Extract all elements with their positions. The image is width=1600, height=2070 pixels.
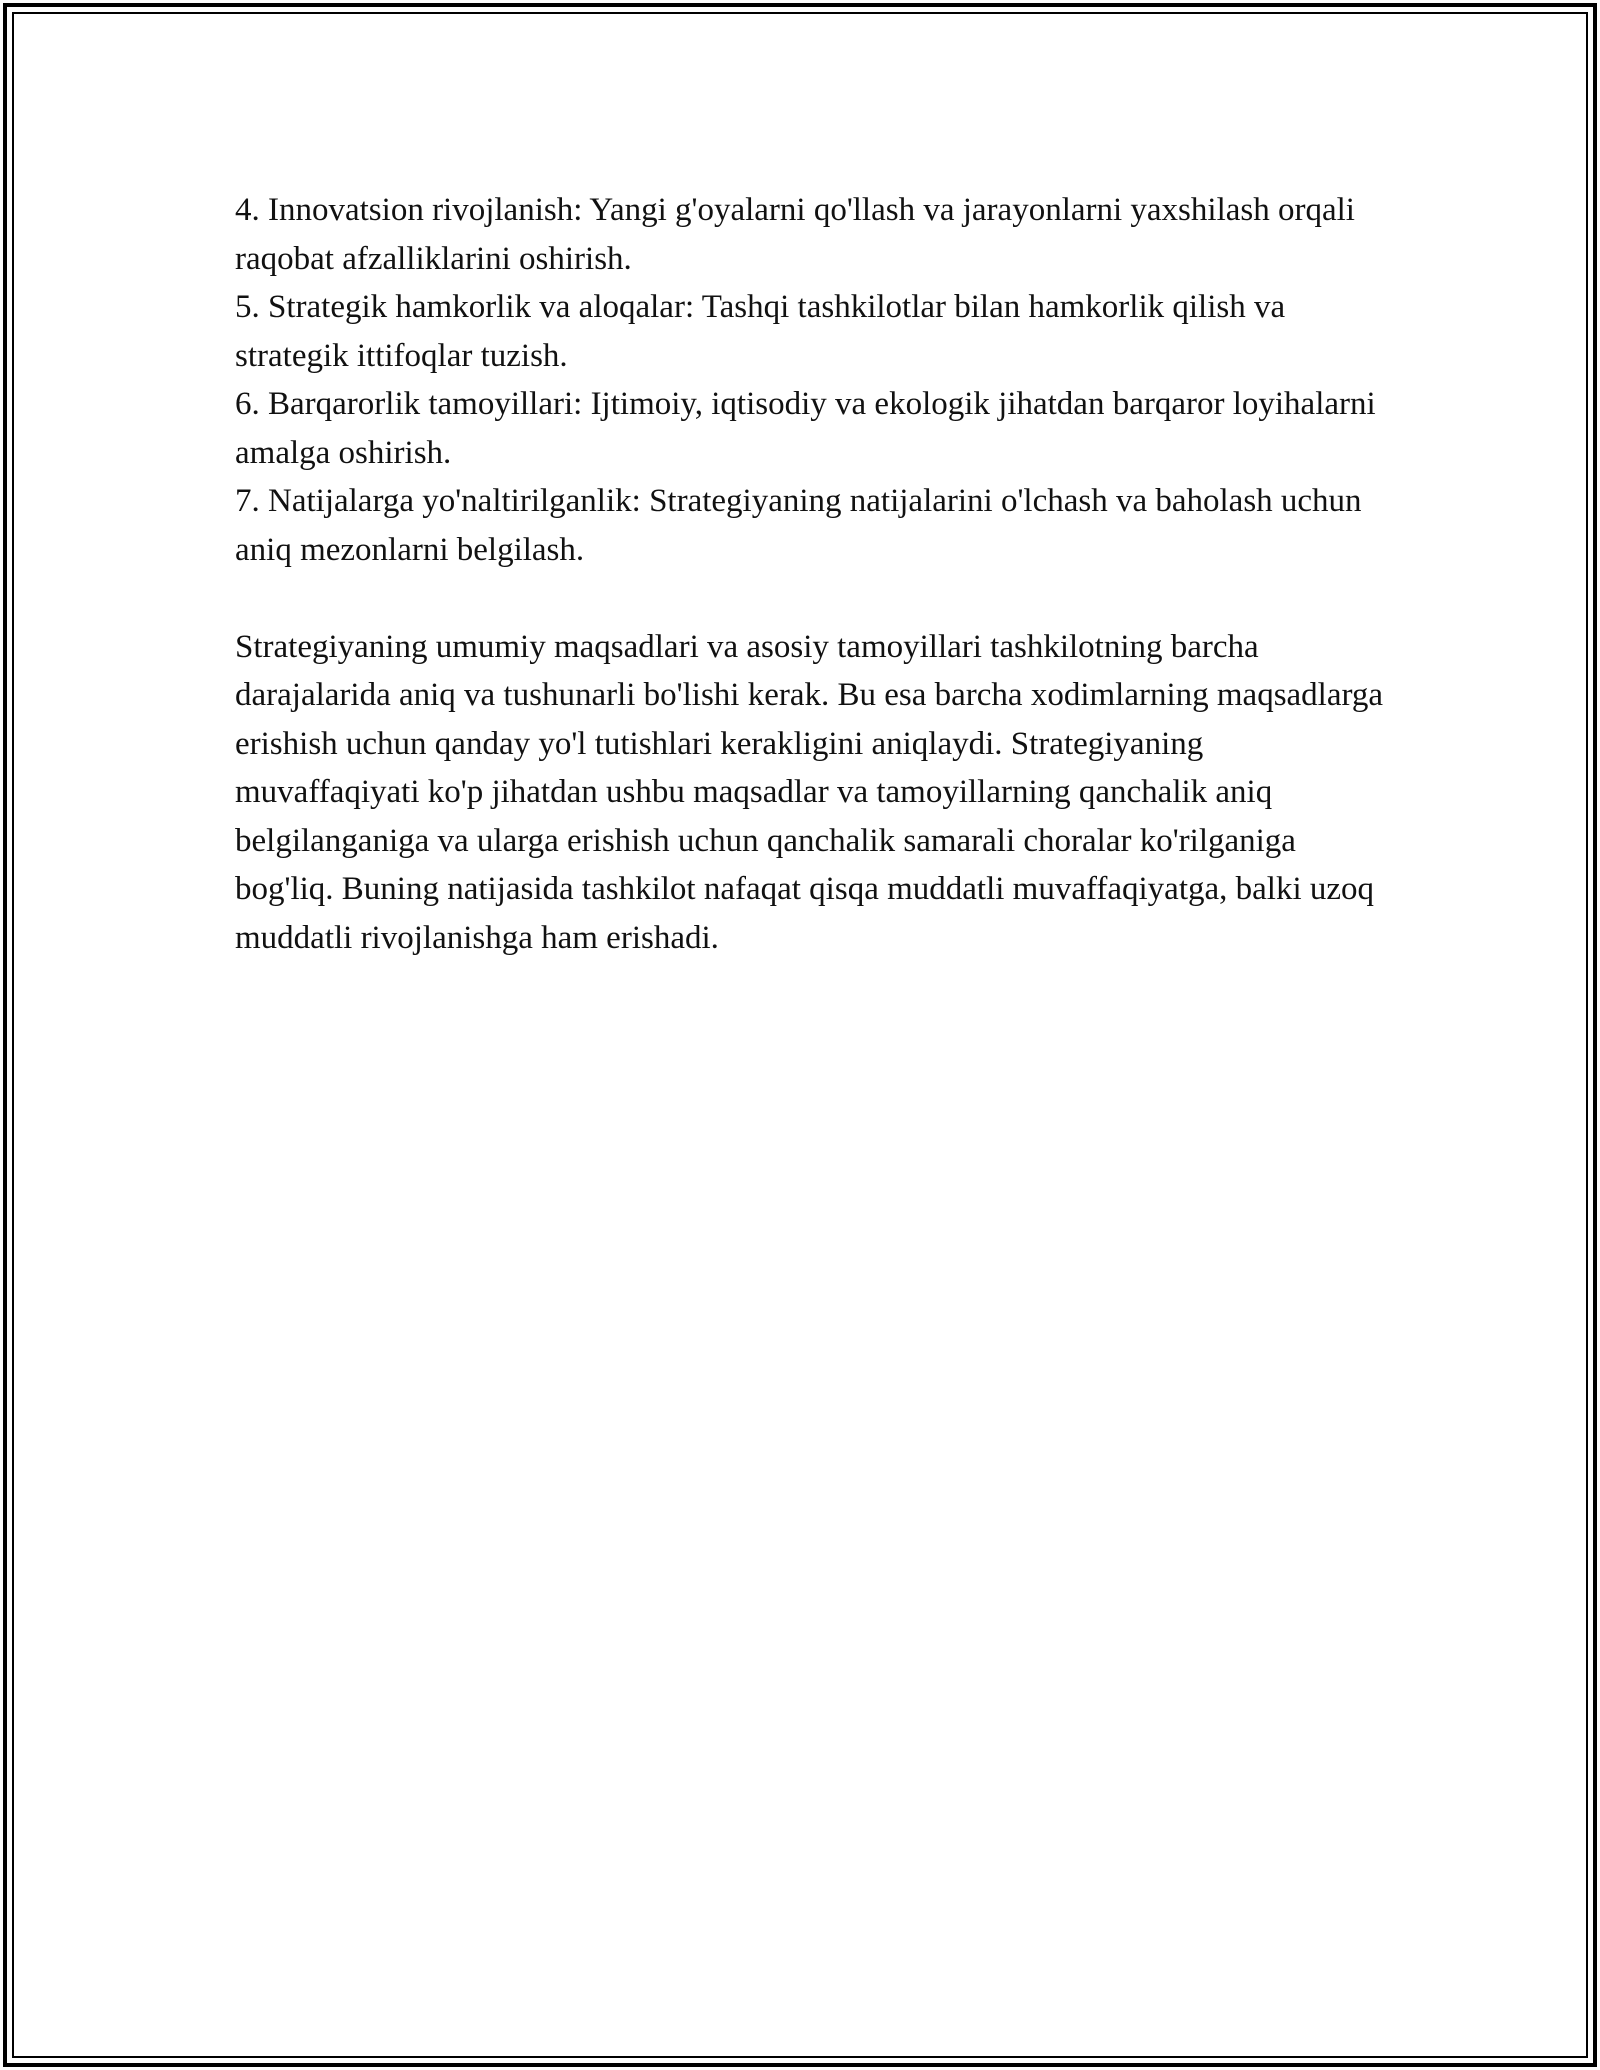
list-item-5: 5. Strategik hamkorlik va aloqalar: Tashqi tashkilotlar bilan hamkorlik qilish va strategik ittifoqlar tuzish. xyxy=(235,289,1286,374)
paragraph-spacer xyxy=(235,574,1385,623)
list-item-6: 6. Barqarorlik tamoyillari: Ijtimoiy, iqtisodiy va ekologik jihatdan barqaror loyihalarni amalga oshirish. xyxy=(235,386,1376,471)
body-paragraph: Strategiyaning umumiy maqsadlari va asosiy tamoyillari tashkilotning barcha darajalarida aniq va tushunarli bo'lishi kerak. Bu esa barcha xodimlarning maqsadlarga erishish uchun qanday yo'l tutishlari kerakligini aniqlaydi. Strategiyaning muvaffaqiyati ko'p jihatdan ushbu maqsadlar va tamoyillarning qanchalik aniq belgilanganiga va ularga erishish uchun qanchalik samarali choralar ko'rilganiga bog'liq. Buning natijasida tashkilot nafaqat qisqa muddatli muvaffaqiyatga, balki uzoq muddatli rivojlanishga ham erishadi. xyxy=(235,628,1384,956)
document-body xyxy=(235,186,1385,962)
list-item-7: 7. Natijalarga yo'naltirilganlik: Strategiyaning natijalarini o'lchash va baholash uchun aniq mezonlarni belgilash. xyxy=(235,483,1362,568)
list-item-4: 4. Innovatsion rivojlanish: Yangi g'oyalarni qo'llash va jarayonlarni yaxshilash orqali raqobat afzalliklarini oshirish. xyxy=(235,192,1355,277)
